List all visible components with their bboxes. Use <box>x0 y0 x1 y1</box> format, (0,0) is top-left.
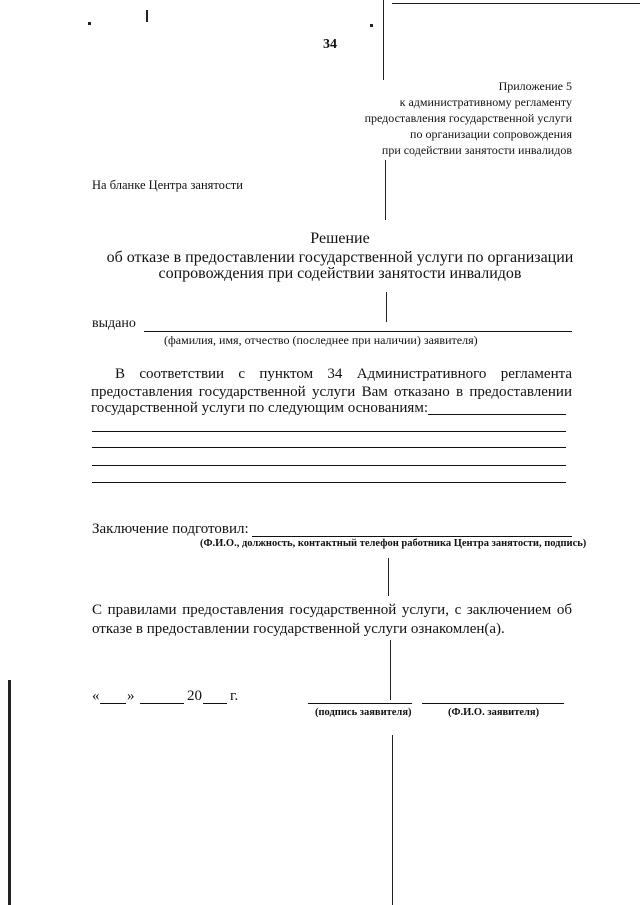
applicant-name-caption: (Ф.И.О. заявителя) <box>448 707 540 718</box>
date-year-prefix: 20 <box>187 688 202 704</box>
prepared-by-caption: (Ф.И.О., должность, контактный телефон работника Центра занятости, подпись) <box>200 538 587 549</box>
scan-fold-line <box>385 160 386 220</box>
scan-fold-line <box>388 558 389 596</box>
scan-fold-line <box>383 0 384 80</box>
date-year-field[interactable] <box>203 703 227 704</box>
date-year-suffix: г. <box>230 688 239 704</box>
document-subtitle-line: об отказе в предоставлении государственной услуги по организации <box>106 249 574 266</box>
grounds-field[interactable] <box>428 414 566 415</box>
document-title: Решение <box>310 230 370 247</box>
date-month-field[interactable] <box>140 703 184 704</box>
appendix-line: предоставления государственной услуги <box>364 111 572 125</box>
applicant-signature-field[interactable] <box>308 703 412 704</box>
grounds-line[interactable] <box>92 482 566 483</box>
grounds-line[interactable] <box>92 447 566 448</box>
scan-fold-line <box>390 640 391 700</box>
scan-speck <box>370 24 373 27</box>
scan-left-edge <box>8 680 11 905</box>
letterhead-note: На бланке Центра занятости <box>92 178 243 192</box>
prepared-by-label: Заключение подготовил: <box>92 521 249 537</box>
scan-fold-line <box>392 735 393 905</box>
document-subtitle-line: сопровождения при содействии занятости инвалидов <box>158 265 522 282</box>
appendix-line: Приложение 5 <box>498 79 572 93</box>
date-day-field[interactable] <box>100 703 126 704</box>
date-open-quote: « <box>92 688 100 704</box>
acknowledgement-line: С правилами предоставления государственной услуги, с заключением об <box>92 602 572 618</box>
appendix-line: при содействии занятости инвалидов <box>381 143 572 157</box>
issued-label: выдано <box>92 316 136 331</box>
appendix-line: к административному регламенту <box>399 95 572 109</box>
applicant-signature-caption: (подпись заявителя) <box>315 707 412 718</box>
applicant-name-field[interactable] <box>422 703 564 704</box>
scan-top-rule <box>392 3 640 4</box>
issued-caption: (фамилия, имя, отчество (последнее при наличии) заявителя) <box>164 333 478 347</box>
appendix-header <box>365 78 572 158</box>
page-number: 34 <box>323 37 337 52</box>
date-close-quote: » <box>127 688 135 704</box>
scan-fold-line <box>386 292 387 322</box>
acknowledgement-line: отказе в предоставлении государственной услуги ознакомлен(а). <box>92 621 505 637</box>
scan-speck <box>146 10 148 22</box>
issued-to-field[interactable] <box>144 331 572 332</box>
prepared-by-field[interactable] <box>252 536 572 537</box>
scan-speck <box>88 22 91 25</box>
refusal-text-line: предоставления государственной услуги Вам отказано в предоставлении <box>91 384 572 400</box>
refusal-text-line: государственной услуги по следующим основаниям: <box>91 400 428 416</box>
grounds-line[interactable] <box>92 431 566 432</box>
refusal-text-line: В соответствии с пунктом 34 Административного регламента <box>115 366 572 382</box>
grounds-line[interactable] <box>92 465 566 466</box>
appendix-line: по организации сопровождения <box>410 127 572 141</box>
